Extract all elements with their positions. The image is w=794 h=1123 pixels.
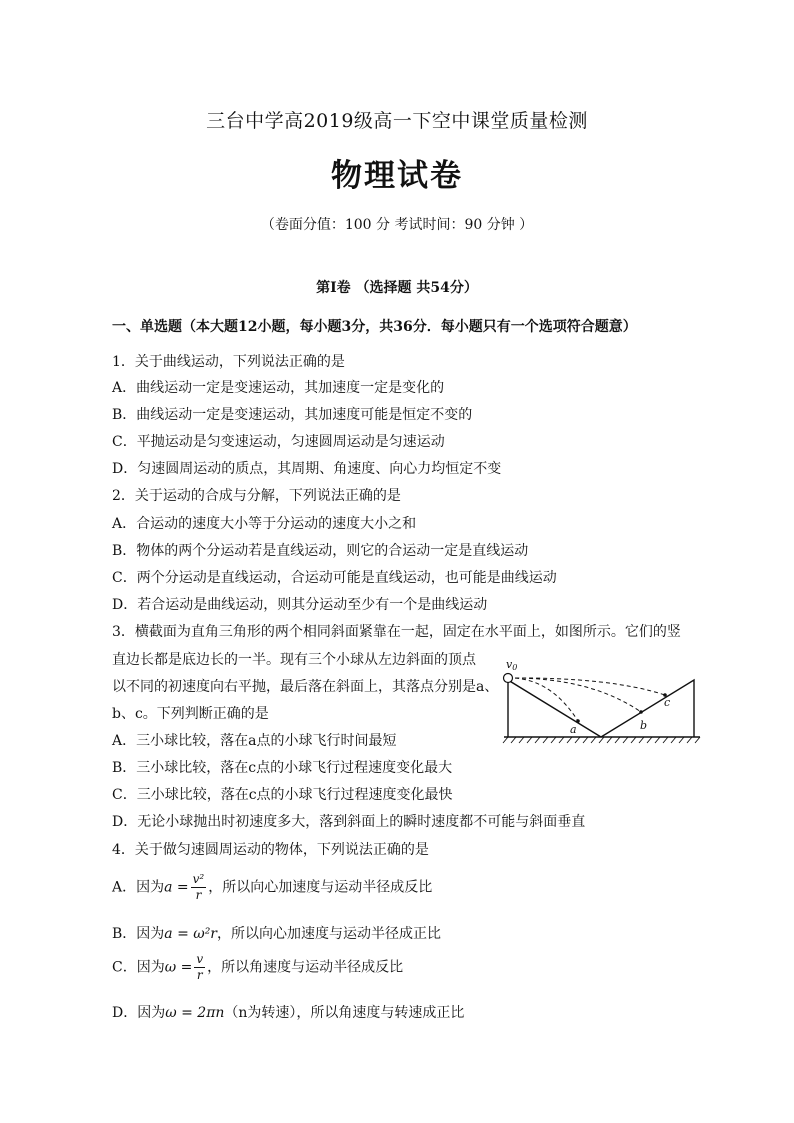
section-heading: 一、单选题（本大题12小题，每小题3分，共36分．每小题只有一个选项符合题意） bbox=[112, 319, 637, 335]
q3-stem-line4: b、c。下列判断正确的是 bbox=[112, 706, 269, 722]
q1-stem: 1．关于曲线运动，下列说法正确的是 bbox=[112, 354, 345, 370]
q4-a-suffix: ，所以向心加速度与运动半径成反比 bbox=[208, 879, 433, 896]
q2-option-a: A．合运动的速度大小等于分运动的速度大小之和 bbox=[112, 516, 417, 532]
q4-a-denominator: r bbox=[195, 888, 202, 902]
label-c: c bbox=[664, 696, 671, 709]
q1-option-c: C．平抛运动是匀变速运动，匀速圆周运动是匀速运动 bbox=[112, 434, 445, 450]
q4-b-prefix: B．因为 bbox=[112, 926, 165, 942]
q1-option-b: B．曲线运动一定是变速运动，其加速度可能是恒定不变的 bbox=[112, 407, 473, 423]
q3-option-a: A．三小球比较，落在a点的小球飞行时间最短 bbox=[112, 733, 397, 749]
q4-d-suffix: （n为转速），所以角速度与转速成正比 bbox=[224, 1005, 465, 1021]
q2-option-d: D．若合运动是曲线运动，则其分运动至少有一个是曲线运动 bbox=[112, 597, 488, 613]
q3-stem-line2: 直边长都是底边长的一半。现有三个小球从左边斜面的顶点 bbox=[112, 652, 476, 668]
q1-option-a: A．曲线运动一定是变速运动，其加速度一定是变化的 bbox=[112, 380, 445, 396]
q4-b-suffix: ，所以向心加速度与运动半径成正比 bbox=[217, 926, 441, 942]
point-a bbox=[576, 719, 580, 723]
q3-option-d: D．无论小球抛出时初速度多大，落到斜面上的瞬时速度都不可能与斜面垂直 bbox=[112, 814, 586, 830]
q3-option-b: B．三小球比较，落在c点的小球飞行过程速度变化最大 bbox=[112, 760, 453, 776]
q4-option-d bbox=[112, 1002, 464, 1022]
q4-c-fraction bbox=[194, 952, 205, 983]
q4-option-c bbox=[112, 952, 403, 983]
ball bbox=[504, 674, 513, 683]
q4-option-b bbox=[112, 923, 441, 943]
point-b bbox=[639, 710, 643, 714]
exam-title: 物理试卷 bbox=[331, 158, 463, 194]
q3-stem-line1: 3．横截面为直角三角形的两个相同斜面紧靠在一起，固定在水平面上，如图所示。它们的竖 bbox=[112, 624, 681, 640]
q2-option-b: B．物体的两个分运动若是直线运动，则它的合运动一定是直线运动 bbox=[112, 543, 529, 559]
ground-hatching bbox=[503, 737, 700, 743]
q4-d-equation: ω = 2πn bbox=[165, 1005, 225, 1021]
label-a: a bbox=[570, 723, 577, 736]
q3-option-c: C．三小球比较，落在c点的小球飞行过程速度变化最快 bbox=[112, 787, 453, 803]
q4-a-prefix: A．因为 bbox=[112, 879, 165, 896]
left-incline bbox=[508, 680, 601, 737]
q4-c-suffix: ，所以角速度与运动半径成反比 bbox=[207, 959, 404, 976]
inclined-planes-figure bbox=[500, 655, 705, 750]
q3-stem-line3: 以不同的初速度向右平抛，最后落在斜面上，其落点分别是a、 bbox=[112, 679, 499, 695]
q4-a-equation: a = bbox=[164, 879, 189, 896]
q2-option-c: C．两个分运动是直线运动，合运动可能是直线运动，也可能是曲线运动 bbox=[112, 570, 557, 586]
label-b: b bbox=[640, 719, 648, 732]
q4-c-numerator: v bbox=[196, 952, 204, 966]
q4-c-prefix: C．因为 bbox=[112, 959, 165, 976]
q4-a-numerator: v² bbox=[192, 872, 205, 886]
trajectory-a bbox=[508, 678, 578, 721]
q4-option-a bbox=[112, 872, 432, 903]
volume-heading: 第Ⅰ卷 （选择题 共54分） bbox=[316, 280, 478, 296]
q4-c-denominator: r bbox=[196, 968, 203, 982]
q2-stem: 2．关于运动的合成与分解，下列说法正确的是 bbox=[112, 488, 401, 504]
label-v0: v0 bbox=[506, 658, 518, 672]
right-incline bbox=[601, 680, 694, 737]
trajectory-c bbox=[508, 678, 665, 695]
q4-stem: 4．关于做匀速圆周运动的物体，下列说法正确的是 bbox=[112, 842, 429, 858]
exam-meta: （卷面分值：100 分 考试时间：90 分钟 ） bbox=[260, 217, 534, 233]
trajectory-b bbox=[508, 678, 641, 712]
q4-c-equation: ω = bbox=[164, 959, 193, 976]
q4-d-prefix: D．因为 bbox=[112, 1005, 166, 1021]
q4-a-fraction bbox=[191, 872, 207, 903]
q4-b-equation: a = ω²r bbox=[164, 926, 217, 942]
q1-option-d: D．匀速圆周运动的质点，其周期、角速度、向心力均恒定不变 bbox=[112, 461, 502, 477]
school-title: 三台中学高2019级高一下空中课堂质量检测 bbox=[206, 110, 588, 132]
